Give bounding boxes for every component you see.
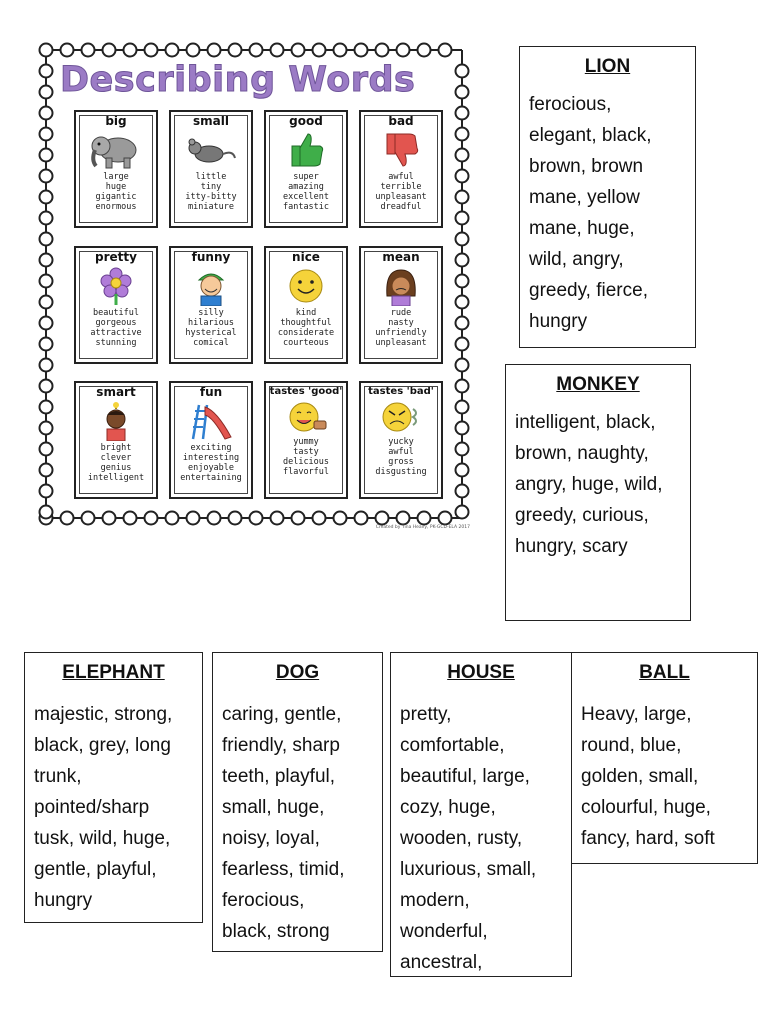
border-bead xyxy=(40,464,53,477)
border-bead xyxy=(40,506,53,519)
word-line: wooden, rusty, xyxy=(400,828,523,849)
box-house xyxy=(390,652,572,977)
box-words xyxy=(506,407,690,562)
synonym: genius xyxy=(100,463,132,473)
card-funny xyxy=(169,246,253,364)
synonym: huge xyxy=(105,182,127,192)
synonym: hysterical xyxy=(185,328,237,338)
synonym: yucky xyxy=(388,437,414,447)
border-bead xyxy=(145,44,158,57)
card-word: smart xyxy=(96,385,136,399)
box-dog xyxy=(212,652,383,952)
poster-credit: Created by Tina Heavy, PK-GCD-ELA 2017 xyxy=(375,525,470,530)
card-fun xyxy=(169,381,253,499)
box-words xyxy=(520,89,695,337)
word-line: trunk, xyxy=(34,766,82,787)
border-bead xyxy=(40,401,53,414)
synonym: flavorful xyxy=(282,467,330,477)
box-words xyxy=(213,699,382,947)
border-bead xyxy=(187,44,200,57)
word-line: brown, naughty, xyxy=(515,443,649,464)
border-bead xyxy=(187,512,200,525)
border-bead xyxy=(208,512,221,525)
word-line: hungry xyxy=(529,311,588,332)
word-line: hungry, scary xyxy=(515,536,628,557)
card-big xyxy=(74,110,158,228)
border-bead xyxy=(355,512,368,525)
border-bead xyxy=(313,512,326,525)
word-line: friendly, sharp xyxy=(222,735,340,756)
border-bead xyxy=(40,149,53,162)
border-bead xyxy=(334,512,347,525)
word-line: mane, yellow xyxy=(529,187,640,208)
border-bead xyxy=(103,44,116,57)
border-bead xyxy=(397,44,410,57)
box-words xyxy=(572,699,757,854)
border-bead xyxy=(229,512,242,525)
synonym: rude xyxy=(390,308,412,318)
synonym: clever xyxy=(100,453,132,463)
card-word: nice xyxy=(292,250,320,264)
word-line: brown, brown xyxy=(529,156,644,177)
word-line: mane, huge, xyxy=(529,218,635,239)
synonym: bright xyxy=(100,443,132,453)
synonym: intelligent xyxy=(87,473,145,483)
synonym: tiny xyxy=(200,182,222,192)
synonym: delicious xyxy=(282,457,330,467)
synonym: miniature xyxy=(187,202,235,212)
border-bead xyxy=(439,512,452,525)
synonym: unfriendly xyxy=(375,328,427,338)
synonym: excellent xyxy=(282,192,330,202)
synonym: gross xyxy=(388,457,414,467)
box-lion xyxy=(519,46,696,348)
border-bead xyxy=(145,512,158,525)
border-bead xyxy=(40,86,53,99)
card-bad xyxy=(359,110,443,228)
synonym: kind xyxy=(295,308,317,318)
word-line: Heavy, large, xyxy=(581,704,692,725)
border-bead xyxy=(376,44,389,57)
card-grid xyxy=(74,110,462,510)
border-bead xyxy=(40,422,53,435)
border-bead xyxy=(40,254,53,267)
box-title: ELEPHANT xyxy=(62,662,165,683)
border-bead xyxy=(334,44,347,57)
border-bead xyxy=(250,512,263,525)
border-bead xyxy=(166,512,179,525)
card-word: big xyxy=(105,114,127,128)
box-monkey xyxy=(505,364,691,621)
box-elephant xyxy=(24,652,203,923)
border-bead xyxy=(313,44,326,57)
word-line: hungry xyxy=(34,890,93,911)
border-bead xyxy=(40,485,53,498)
synonym: enormous xyxy=(95,202,137,212)
border-bead xyxy=(40,191,53,204)
word-line: small, huge, xyxy=(222,797,325,818)
word-line: pointed/sharp xyxy=(34,797,150,818)
synonym: comical xyxy=(193,338,229,348)
synonym: nasty xyxy=(388,318,414,328)
synonym: dreadful xyxy=(380,202,422,212)
border-bead xyxy=(40,317,53,330)
synonym: considerate xyxy=(277,328,335,338)
synonym: fantastic xyxy=(282,202,330,212)
synonym: amazing xyxy=(288,182,324,192)
border-bead xyxy=(292,512,305,525)
border-bead xyxy=(166,44,179,57)
synonym: thoughtful xyxy=(280,318,332,328)
card-tastes-good xyxy=(264,381,348,499)
border-bead xyxy=(61,512,74,525)
border-bead xyxy=(397,512,410,525)
synonym: beautiful xyxy=(92,308,140,318)
border-bead xyxy=(418,44,431,57)
synonym: unpleasant xyxy=(375,192,427,202)
synonym: gigantic xyxy=(95,192,137,202)
word-line: tusk, wild, huge, xyxy=(34,828,171,849)
box-title: MONKEY xyxy=(556,374,640,395)
synonym: hilarious xyxy=(187,318,235,328)
border-bead xyxy=(82,512,95,525)
border-bead xyxy=(271,44,284,57)
synonym: entertaining xyxy=(180,473,242,483)
word-line: intelligent, black, xyxy=(515,412,656,433)
word-line: cozy, huge, xyxy=(400,797,496,818)
word-line: pretty, xyxy=(400,704,452,725)
border-bead xyxy=(40,107,53,120)
synonym: silly xyxy=(198,308,224,318)
synonym: exciting xyxy=(190,443,232,453)
box-ball xyxy=(571,652,758,864)
word-line: greedy, curious, xyxy=(515,505,649,526)
border-bead xyxy=(61,44,74,57)
word-line: black, strong xyxy=(222,921,330,942)
card-word: small xyxy=(193,114,229,128)
border-bead xyxy=(40,128,53,141)
border-bead xyxy=(40,359,53,372)
card-word: tastes 'good' xyxy=(269,386,343,397)
card-word: good xyxy=(289,114,323,128)
synonym: awful xyxy=(388,447,414,457)
card-smart xyxy=(74,381,158,499)
synonym: attractive xyxy=(90,328,142,338)
word-line: black, grey, long xyxy=(34,735,171,756)
synonym: enjoyable xyxy=(187,463,235,473)
synonym: unpleasant xyxy=(375,338,427,348)
word-line: ferocious, xyxy=(222,890,305,911)
word-line: majestic, strong, xyxy=(34,704,173,725)
border-bead xyxy=(103,512,116,525)
word-line: comfortable, xyxy=(400,735,505,756)
border-bead xyxy=(40,212,53,225)
word-line: wonderful, xyxy=(400,921,488,942)
border-bead xyxy=(271,512,284,525)
synonym: courteous xyxy=(282,338,330,348)
box-title: HOUSE xyxy=(447,662,515,683)
card-word: funny xyxy=(191,250,231,264)
word-line: modern, xyxy=(400,890,470,911)
box-words xyxy=(25,699,202,916)
word-line: angry, huge, wild, xyxy=(515,474,663,495)
border-bead xyxy=(250,44,263,57)
border-bead xyxy=(40,233,53,246)
word-line: gentle, playful, xyxy=(34,859,157,880)
border-bead xyxy=(355,44,368,57)
card-good xyxy=(264,110,348,228)
synonym: yummy xyxy=(293,437,319,447)
border-bead xyxy=(376,512,389,525)
border-bead xyxy=(418,512,431,525)
synonym: little xyxy=(195,172,227,182)
word-line: golden, small, xyxy=(581,766,699,787)
synonym: awful xyxy=(388,172,414,182)
word-line: greedy, fierce, xyxy=(529,280,648,301)
border-bead xyxy=(124,512,137,525)
synonym: stunning xyxy=(95,338,137,348)
card-word: tastes 'bad' xyxy=(368,386,434,397)
word-line: luxurious, small, xyxy=(400,859,537,880)
border-bead xyxy=(40,380,53,393)
word-line: round, blue, xyxy=(581,735,682,756)
border-bead xyxy=(40,65,53,78)
synonym: terrible xyxy=(380,182,422,192)
synonym: interesting xyxy=(182,453,240,463)
synonym: tasty xyxy=(293,447,319,457)
describing-words-poster xyxy=(38,42,470,530)
box-title: DOG xyxy=(275,662,320,683)
border-bead xyxy=(82,44,95,57)
card-small xyxy=(169,110,253,228)
word-line: fearless, timid, xyxy=(222,859,345,880)
word-line: teeth, playful, xyxy=(222,766,336,787)
word-line: elegant, black, xyxy=(529,125,652,146)
word-line: colourful, huge, xyxy=(581,797,711,818)
synonym: itty-bitty xyxy=(185,192,237,202)
card-pretty xyxy=(74,246,158,364)
border-bead xyxy=(40,275,53,288)
border-bead xyxy=(124,44,137,57)
card-mean xyxy=(359,246,443,364)
word-line: caring, gentle, xyxy=(222,704,342,725)
border-bead xyxy=(40,44,53,57)
border-bead xyxy=(40,296,53,309)
synonym: disgusting xyxy=(375,467,427,477)
border-bead xyxy=(40,338,53,351)
card-word: pretty xyxy=(95,250,137,264)
border-bead xyxy=(208,44,221,57)
card-word: mean xyxy=(382,250,420,264)
card-word: fun xyxy=(199,385,223,399)
border-bead xyxy=(229,44,242,57)
word-line: ancestral, xyxy=(400,952,483,973)
box-words xyxy=(391,699,571,978)
border-bead xyxy=(292,44,305,57)
word-line: noisy, loyal, xyxy=(222,828,320,849)
word-line: wild, angry, xyxy=(529,249,624,270)
box-title: LION xyxy=(584,56,631,77)
word-line: fancy, hard, soft xyxy=(581,828,715,849)
synonym: large xyxy=(103,172,129,182)
border-bead xyxy=(439,44,452,57)
poster-title: Describing Words xyxy=(60,60,416,100)
card-word: bad xyxy=(388,114,414,128)
word-line: beautiful, large, xyxy=(400,766,530,787)
word-line: ferocious, xyxy=(529,94,612,115)
box-title: BALL xyxy=(639,662,690,683)
synonym: gorgeous xyxy=(95,318,137,328)
synonym: super xyxy=(293,172,319,182)
card-nice xyxy=(264,246,348,364)
border-bead xyxy=(40,170,53,183)
card-tastes-bad xyxy=(359,381,443,499)
border-bead xyxy=(40,443,53,456)
